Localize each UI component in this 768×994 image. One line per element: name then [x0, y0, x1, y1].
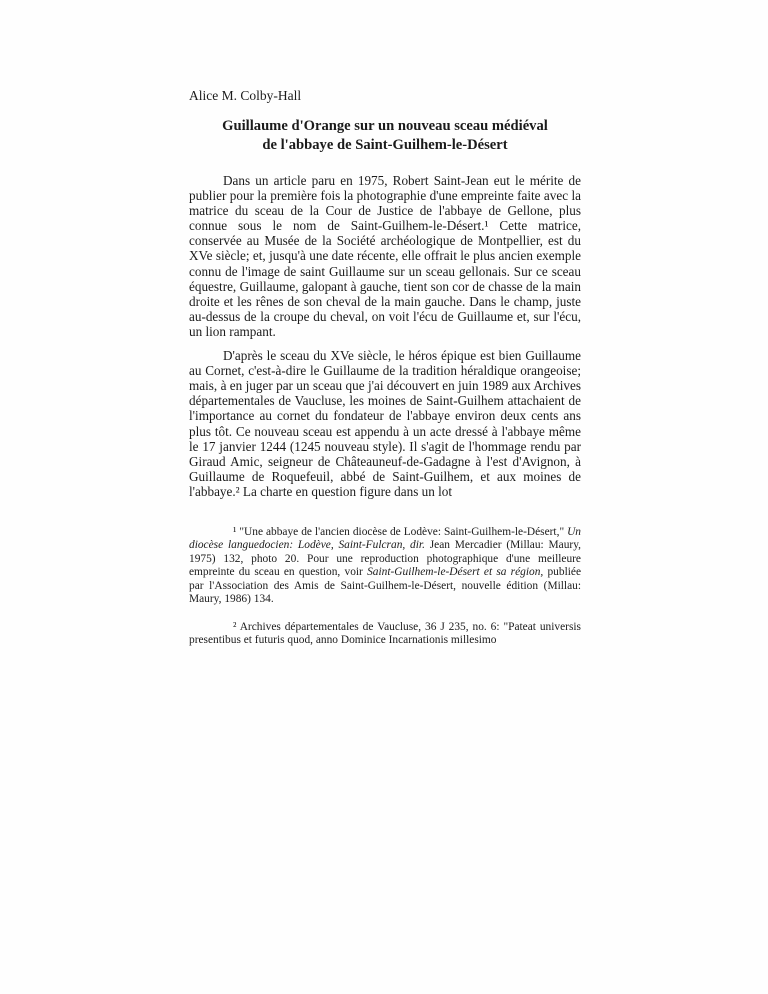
article-title-line-1: Guillaume d'Orange sur un nouveau sceau médiéval	[222, 118, 548, 134]
footnote-1: ¹ "Une abbaye de l'ancien diocèse de Lodève: Saint-Guilhem-le-Désert," Un diocèse languedocien: Lodève, Saint-Fulcran, dir. Jean Mercadier (Millau: Maury, 1975) 132, photo 20. Pour une reproduction photographique d'une meilleure empreinte du sceau en question, voir Saint-Guilhem-le-Désert et sa région, publiée par l'Association des Amis de Saint-Guilhem-le-Désert, nouvelle édition (Millau: Maury, 1986) 134.	[189, 525, 582, 606]
article-title	[189, 117, 581, 155]
article-title-line-2: de l'abbaye de Saint-Guilhem-le-Désert	[262, 137, 508, 153]
footnotes-section	[189, 526, 581, 648]
footnote-2: ² Archives départementales de Vaucluse, 36 J 235, no. 6: "Pateat universis presentibus et futuris quod, anno Dominice Incarnationis millesimo	[189, 620, 581, 647]
body-paragraph-2: D'après le sceau du XVe siècle, le héros épique est bien Guillaume au Cornet, c'est-à-dire le Guillaume de la tradition héraldique orangeoise; mais, à en juger par un sceau que j'ai découvert en juin 1989 aux Archives départementales de Vaucluse, les moines de Saint-Guilhem attachaient de l'importance au cornet du fondateur de l'abbaye environ deux cents ans plus tôt. Ce nouveau sceau est appendu à un acte dressé à l'abbaye même le 17 janvier 1244 (1245 nouveau style). Il s'agit de l'hommage rendu par Giraud Amic, seigneur de Châteauneuf-de-Gadagne à l'est d'Avignon, à Guillaume de Roquefeuil, abbé de Saint-Guilhem, et aux moines de l'abbaye.² La charte en question figure dans un lot	[189, 348, 581, 499]
author-name: Alice M. Colby-Hall	[189, 88, 302, 103]
body-paragraph-1: Dans un article paru en 1975, Robert Saint-Jean eut le mérite de publier pour la première fois la photographie d'une empreinte faite avec la matrice du sceau de la Cour de Justice de l'abbaye de Gellone, plus connue sous le nom de Saint-Guilhem-le-Désert.¹ Cette matrice, conservée au Musée de la Société archéologique de Montpellier, est du XVe siècle; et, jusqu'à une date récente, elle offrait le plus ancien exemple connu de l'image de saint Guillaume sur un sceau gellonais. Sur ce sceau équestre, Guillaume, galopant à gauche, tient son cor de chasse de la main droite et les rênes de son cheval de la main gauche. Dans le champ, juste au-dessus de la croupe du cheval, on voit l'écu de Guillaume et, sur l'écu, un lion rampant.	[189, 173, 581, 339]
page-content	[189, 88, 581, 648]
